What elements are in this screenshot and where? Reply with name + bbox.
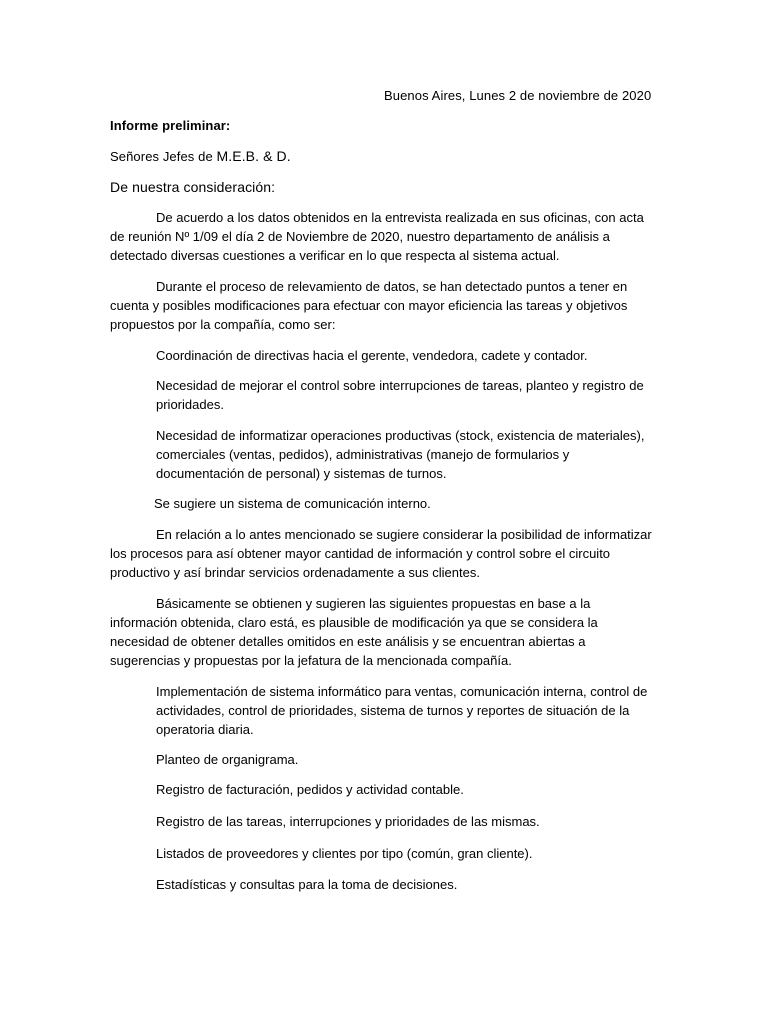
point-item: Coordinación de directivas hacia el gerente, vendedora, cadete y contador. — [156, 348, 588, 363]
paragraph-suggestion: En relación a lo antes mencionado se sugiere considerar la posibilidad de informatizar los procesos para así obtener mayor cantidad de información y control sobre el circuito productivo y así brindar servicios ordenadamente a sus clientes. — [110, 527, 652, 580]
paragraph-intro: De acuerdo a los datos obtenidos en la entrevista realizada en sus oficinas, con acta de reunión Nº 1/09 el día 2 de Noviembre de 2020, nuestro departamento de análisis a detectado diversas cuestiones a verificar en lo que respecta al sistema actual. — [110, 210, 644, 263]
proposal-item: Planteo de organigrama. — [156, 752, 299, 767]
paragraph-proposals-intro: Básicamente se obtienen y sugieren las siguientes propuestas en base a la información obtenida, claro está, es plausible de modificación ya que se considera la necesidad de obtener detalles omitidos en este análisis y se encuentran abiertas a sugerencias y propuestas por la jefatura de la mencionada compañía. — [110, 596, 598, 668]
point-item: Necesidad de mejorar el control sobre interrupciones de tareas, planteo y registro de prioridades. — [156, 378, 644, 412]
addressee-prefix: Señores Jefes de — [110, 149, 213, 164]
greeting: De nuestra consideración: — [110, 179, 276, 195]
place-date: Buenos Aires, Lunes 2 de noviembre de 2020 — [384, 88, 652, 103]
point-item: Se sugiere un sistema de comunicación interno. — [154, 496, 431, 511]
proposal-item: Listados de proveedores y clientes por tipo (común, gran cliente). — [156, 846, 533, 861]
addressee-company: M.E.B. & D. — [216, 148, 291, 164]
proposal-item: Implementación de sistema informático para ventas, comunicación interna, control de actividades, control de prioridades, sistema de turnos y reportes de situación de la operatoria diaria. — [156, 684, 648, 737]
point-item: Necesidad de informatizar operaciones productivas (stock, existencia de materiales), comerciales (ventas, pedidos), administrativas (manejo de formularios y documentación de personal) y sistemas de turnos. — [156, 428, 645, 481]
proposal-item: Estadísticas y consultas para la toma de decisiones. — [156, 877, 458, 892]
report-title: Informe preliminar: — [110, 118, 231, 133]
proposal-item: Registro de las tareas, interrupciones y prioridades de las mismas. — [156, 814, 540, 829]
paragraph-findings: Durante el proceso de relevamiento de datos, se han detectado puntos a tener en cuenta y posibles modificaciones para efectuar con mayor eficiencia las tareas y objetivos propuestos por la compañía, como ser: — [110, 279, 628, 332]
addressee — [110, 147, 291, 166]
proposal-item: Registro de facturación, pedidos y actividad contable. — [156, 782, 464, 797]
